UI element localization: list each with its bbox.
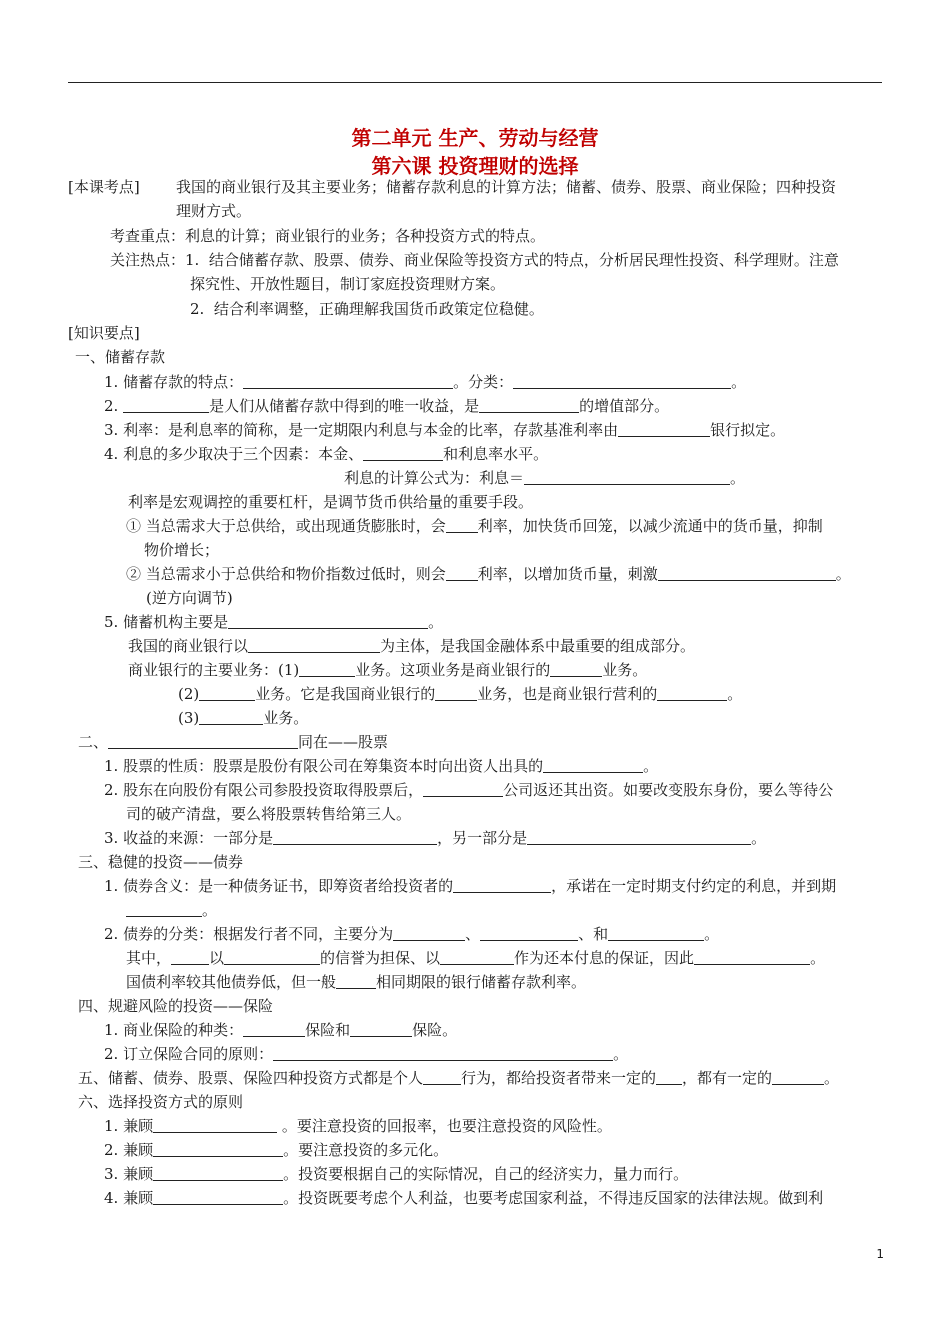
- s2-line-1: 1. 股票的性质：股票是股份有限公司在筹集资本时向出资人出具的 。: [104, 757, 659, 775]
- s1-line-2: 2. 是人们从储蓄存款中得到的唯一收益，是 的增值部分。: [104, 397, 670, 415]
- s4-line-1: 1. 商业保险的种类： 保险和 保险。: [104, 1021, 458, 1039]
- s1-business-2: (2) 业务。它是我国商业银行的 业务，也是商业银行营利的 。: [178, 685, 743, 703]
- section-5-text: 五、储蓄、债券、股票、保险四种投资方式都是个人 行为，都给投资者带来一定的 ，都有一定的 。: [78, 1069, 840, 1087]
- page-number: 1: [876, 1247, 884, 1261]
- s2-line-2-cont: 司的破产清盘，要么将股票转售给第三人。: [126, 805, 412, 823]
- kaodian-label: [本课考点]: [68, 178, 140, 196]
- s1-business-1: 商业银行的主要业务：(1) 业务。这项业务是商业银行的 业务。: [128, 661, 648, 679]
- s1-interest-formula: 利息的计算公式为：利息＝ 。: [344, 469, 746, 487]
- s1-commercial-banks: 我国的商业银行以 为主体，是我国金融体系中最重要的组成部分。: [128, 637, 696, 655]
- s1-point-2: ② 当总需求小于总供给和物价指数过低时，则会 利率，以增加货币量，刺激 。: [126, 565, 851, 583]
- yaodian-label: [知识要点]: [68, 324, 140, 342]
- s3-line-4: 国债利率较其他债券低，但一般 相同期限的银行储蓄存款利率。: [126, 973, 587, 991]
- header-rule: [68, 82, 882, 83]
- s1-line-4: 4. 利息的多少取决于三个因素：本金、 和利息率水平。: [104, 445, 549, 463]
- section-4-heading: 四、规避风险的投资——保险: [78, 997, 274, 1015]
- s3-line-1-cont: 。: [126, 899, 217, 921]
- s1-point-1: ① 当总需求大于总供给，或出现通货膨胀时，会 利率，加快货币回笼，以减少流通中的货币量，抑制: [126, 517, 823, 535]
- s1-rate-lever: 利率是宏观调控的重要杠杆，是调节货币供给量的重要手段。: [128, 493, 534, 511]
- unit-title: 第二单元 生产、劳动与经营: [351, 126, 599, 150]
- s4-line-2: 2. 订立保险合同的原则： 。: [104, 1045, 629, 1063]
- s2-line-3: 3. 收益的来源：一部分是 ，另一部分是 。: [104, 829, 767, 847]
- section-3-heading: 三、稳健的投资——债券: [78, 853, 244, 871]
- s1-point-2-note: (逆方向调节): [146, 589, 233, 607]
- s6-line-1: 1. 兼顾 。要注意投资的回报率，也要注意投资的风险性。: [104, 1117, 612, 1135]
- kaodian-text-1: 我国的商业银行及其主要业务；储蓄存款利息的计算方法；储蓄、债券、股票、商业保险；四种投资: [176, 178, 837, 196]
- s6-line-2: 2. 兼顾 。要注意投资的多元化。: [104, 1141, 449, 1159]
- s3-line-1: 1. 债券含义：是一种债务证书，即筹资者给投资者的 ，承诺在一定时期支付约定的利息，并到期: [104, 877, 837, 895]
- redian-text-2: 探究性、开放性题目，制订家庭投资理财方案。: [190, 275, 506, 293]
- s1-business-3: (3) 业务。: [178, 709, 309, 727]
- redian-text-1: 关注热点：1. 结合储蓄存款、股票、债券、商业保险等投资方式的特点，分析居民理性投资、科学理财。注意: [110, 251, 839, 269]
- section-6-heading: 六、选择投资方式的原则: [78, 1093, 244, 1111]
- kaodian-text-2: 理财方式。: [176, 202, 252, 220]
- section-1-heading: 一、储蓄存款: [75, 348, 166, 366]
- s3-line-2: 2. 债券的分类：根据发行者不同，主要分为 、 、和 。: [104, 925, 720, 943]
- s3-line-3: 其中， 以 的信誉为担保、以 作为还本付息的保证，因此 。: [126, 949, 826, 967]
- s2-line-2: 2. 股东在向股份有限公司参股投资取得股票后， 公司返还其出资。如要改变股东身份，要么等待公: [104, 781, 834, 799]
- s6-line-4: 4. 兼顾 。投资既要考虑个人利益，也要考虑国家利益，不得违反国家的法律法规。做到利: [104, 1189, 824, 1207]
- s1-line-5: 5. 储蓄机构主要是 。: [104, 613, 444, 631]
- s1-line-3: 3. 利率：是利息率的简称，是一定期限内利息与本金的比率，存款基准利率由 银行拟定。: [104, 421, 786, 439]
- zhongdian-text: 考查重点：利息的计算；商业银行的业务；各种投资方式的特点。: [110, 227, 546, 245]
- lesson-title: 第六课 投资理财的选择: [371, 154, 579, 178]
- section-2-heading: 二、 同在——股票: [78, 733, 389, 751]
- s1-point-1-cont: 物价增长；: [144, 541, 220, 559]
- redian-text-3: 2. 结合利率调整，正确理解我国货币政策定位稳健。: [190, 300, 544, 318]
- s1-line-1: 1. 储蓄存款的特点： 。分类： 。: [104, 373, 747, 391]
- s6-line-3: 3. 兼顾 。投资要根据自己的实际情况，自己的经济实力，量力而行。: [104, 1165, 689, 1183]
